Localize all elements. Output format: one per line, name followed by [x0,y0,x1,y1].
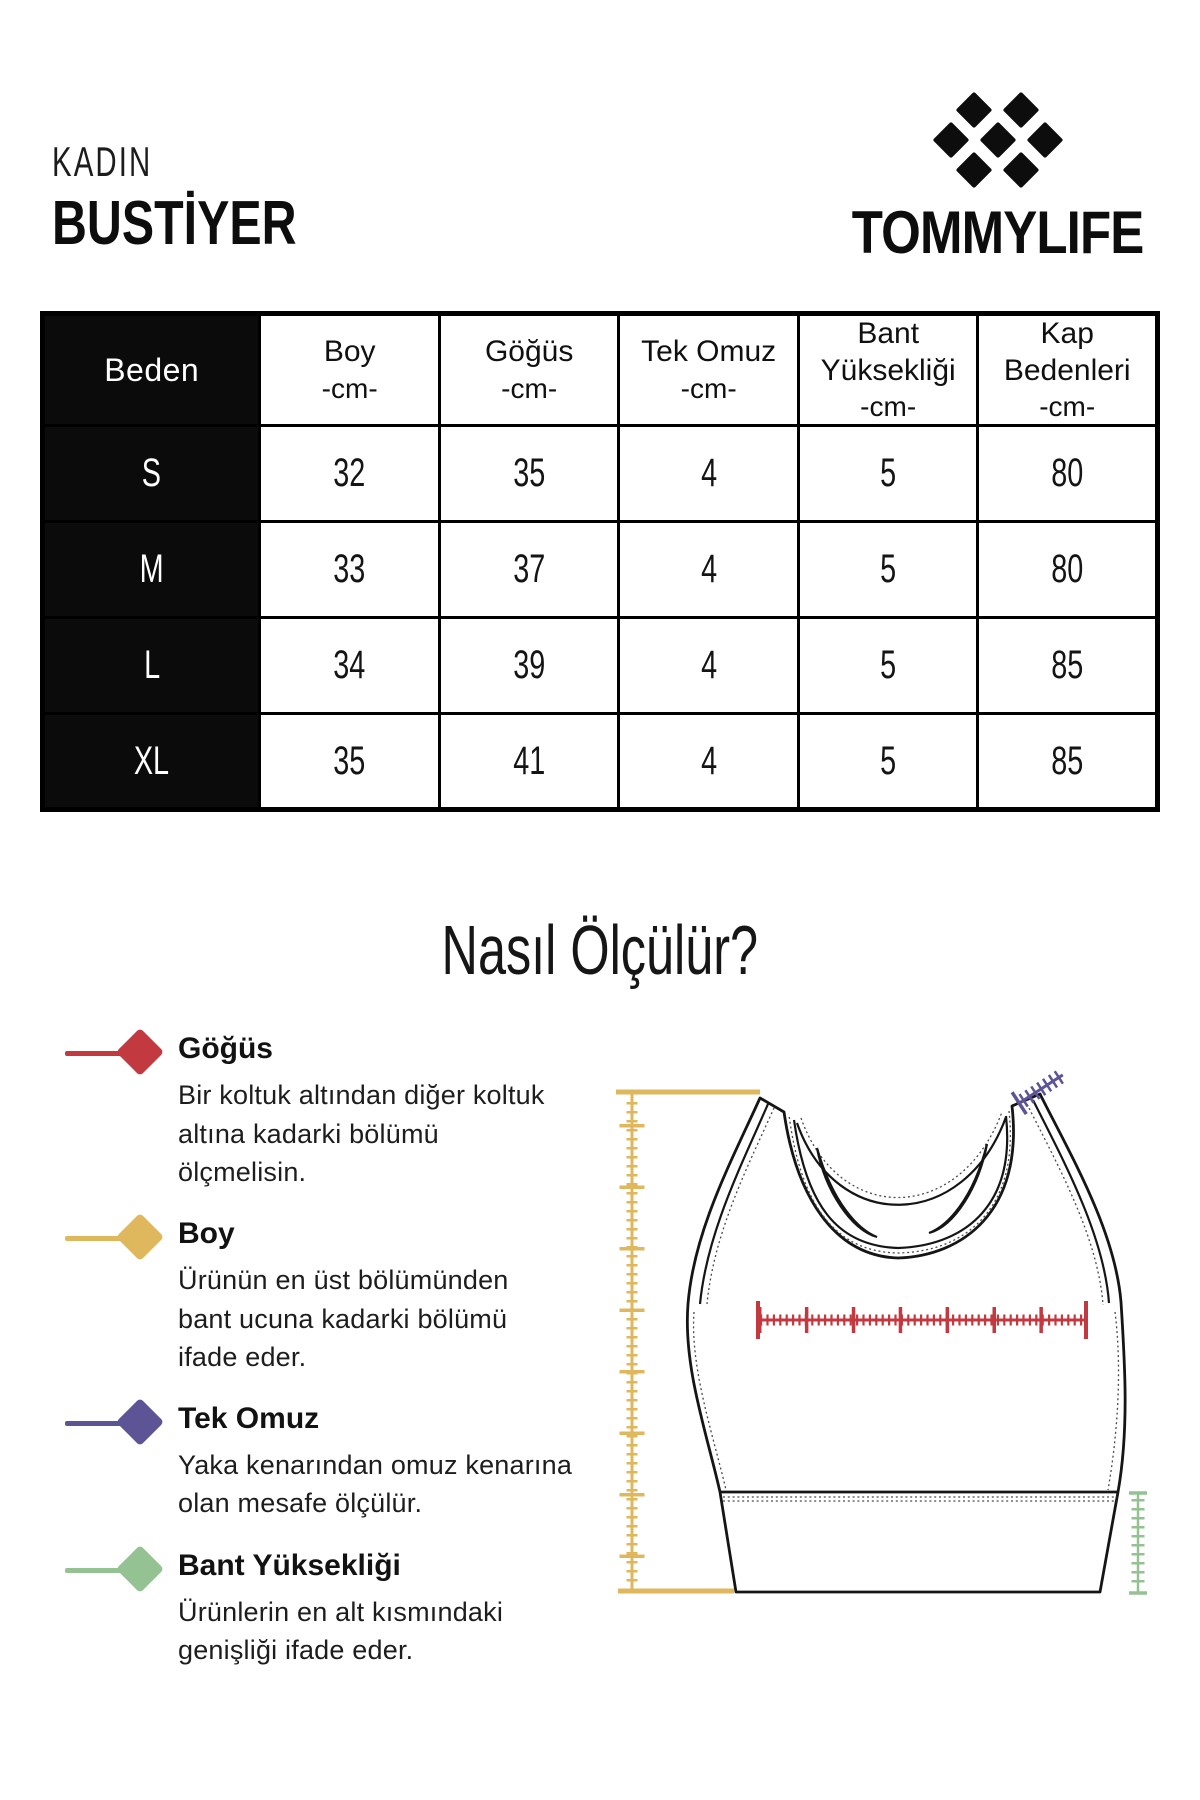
diamond-icon [116,1545,164,1593]
legend-description: Yaka kenarından omuz kenarına olan mesafe ölçülür. [178,1450,573,1519]
value-cell: 41 [439,714,619,810]
diamond-icon [980,122,1017,159]
size-label-cell: XL [43,714,260,810]
legend-title: Göğüs [178,1032,273,1066]
column-header-kap-bedenleri: Kap Bedenleri -cm- [978,314,1158,426]
legend-item-bant-yuksekligi [65,1549,610,1670]
bustier-technical-drawing [610,1062,1155,1607]
size-table [40,311,1160,812]
value-cell: 4 [619,618,799,714]
bant-measure-ruler [1129,1493,1147,1593]
diamond-icon [1027,122,1064,159]
legend-description: Ürünün en üst bölümünden bant ucuna kadarki bölümü ifade eder. [178,1265,509,1372]
table-row-xl [43,714,1158,810]
size-label-cell: L [43,618,260,714]
diamond-icon [116,1213,164,1261]
size-table-header-row [43,314,1158,426]
diamond-icon [116,1398,164,1446]
bant-marker-icon [65,1549,165,1593]
diamond-icon [956,152,993,189]
value-cell: 4 [619,426,799,522]
boy-marker-icon [65,1217,165,1261]
value-cell: 35 [439,426,619,522]
size-label-cell: S [43,426,260,522]
value-cell: 85 [978,714,1158,810]
value-cell: 35 [260,714,440,810]
value-cell: 80 [978,426,1158,522]
value-cell: 34 [260,618,440,714]
product-title-block [52,138,365,259]
diamond-icon [956,92,993,129]
diamond-icon [933,122,970,159]
value-cell: 85 [978,618,1158,714]
value-cell: 39 [439,618,619,714]
bustier-outline [687,1094,1125,1592]
column-header-tek-omuz: Tek Omuz -cm- [619,314,799,426]
value-cell: 5 [798,618,978,714]
how-to-measure-title: Nasıl Ölçülür? [441,911,759,990]
diamond-icon [1003,152,1040,189]
diamond-icon [116,1028,164,1076]
legend-description: Bir koltuk altından diğer koltuk altına kadarki bölümü ölçmelisin. [178,1080,545,1187]
legend-item-tek-omuz [65,1402,610,1523]
back-strap-right [929,1144,987,1233]
value-cell: 5 [798,714,978,810]
value-cell: 37 [439,522,619,618]
table-row-s [43,426,1158,522]
gogus-marker-icon [65,1032,165,1076]
measurement-legend [65,1024,610,1695]
brand-diamonds-icon [923,92,1073,188]
column-header-boy: Boy -cm- [260,314,440,426]
measure-section [0,1024,1200,1695]
bustier-figure [610,1062,1155,1607]
value-cell: 5 [798,522,978,618]
brand-logo-block [838,92,1158,267]
column-header-beden: Beden [43,314,260,426]
brand-name: TOMMYLIFE [852,199,1144,266]
column-header-gogus: Göğüs -cm- [439,314,619,426]
back-scoop-line [797,1117,1006,1205]
product-type: BUSTİYER [52,189,297,258]
value-cell: 32 [260,426,440,522]
value-cell: 4 [619,714,799,810]
page-header [0,0,1200,267]
legend-description: Ürünlerin en alt kısmındaki genişliği ifade eder. [178,1596,504,1666]
value-cell: 80 [978,522,1158,618]
value-cell: 4 [619,522,799,618]
legend-item-gogus [65,1032,610,1191]
legend-item-boy [65,1217,610,1376]
value-cell: 5 [798,426,978,522]
table-row-l [43,618,1158,714]
size-label-cell: M [43,522,260,618]
legend-title: Tek Omuz [178,1402,320,1436]
legend-title: Boy [178,1217,235,1251]
tek-omuz-marker-icon [65,1402,165,1446]
value-cell: 33 [260,522,440,618]
diamond-icon [1003,92,1040,129]
product-category: KADIN [52,138,153,185]
legend-title: Bant Yüksekliği [178,1548,401,1582]
column-header-bant-yuksekligi: Bant Yüksekliği -cm- [798,314,978,426]
table-row-m [43,522,1158,618]
